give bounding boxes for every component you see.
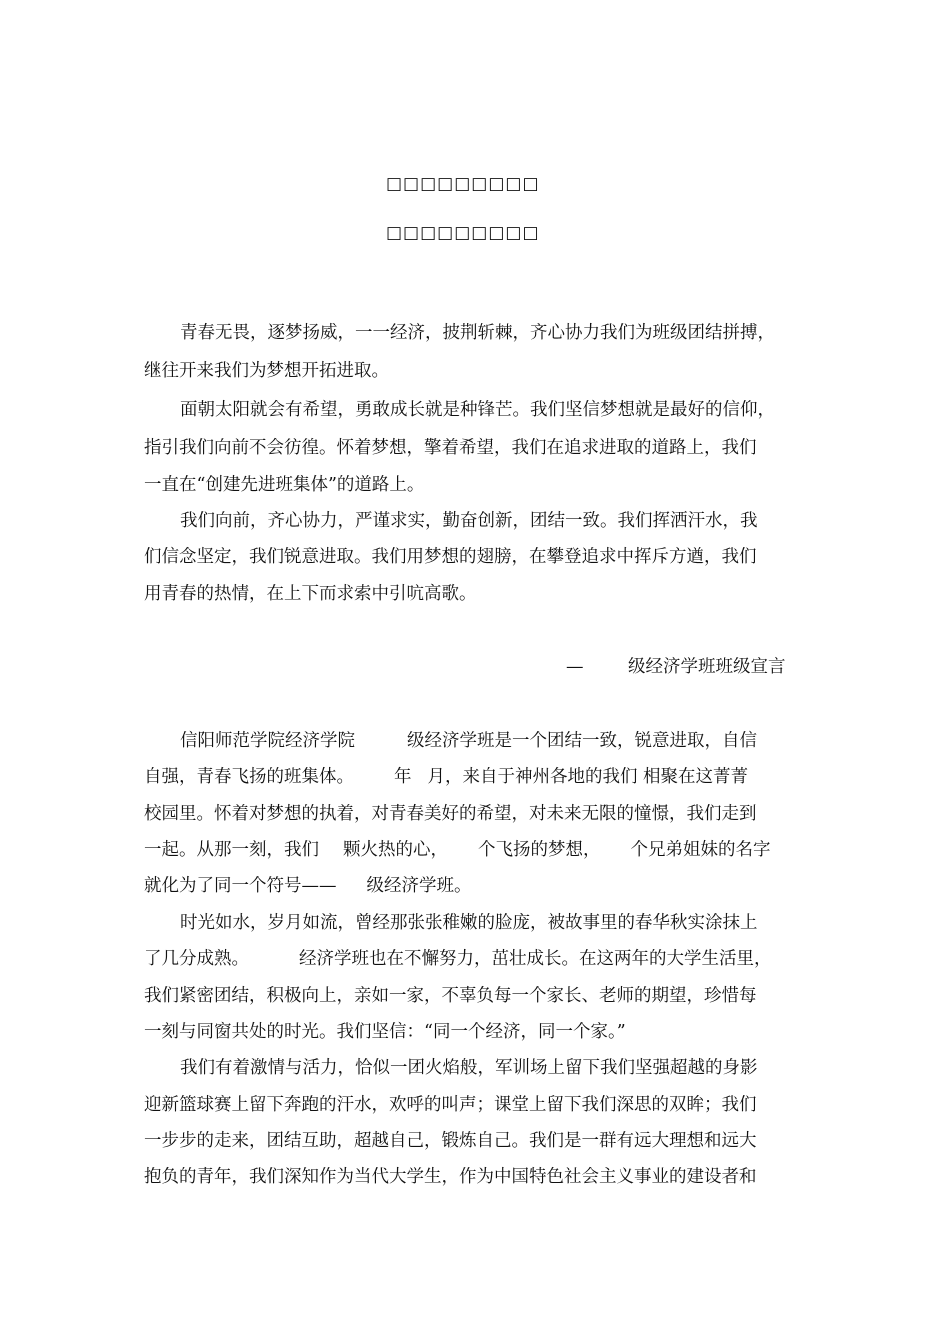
text-span: 信阳师范学院经济学院 (180, 731, 355, 751)
declaration-line: 用青春的热情，在上下而求索中引吭高歌。 (144, 584, 477, 604)
text-span: 级经济学班是一个团结一致，锐意进取，自信 (407, 731, 757, 751)
declaration-line: 一直在“创建先进班集体”的道路上。 (144, 475, 425, 495)
text-span: 级经济学班。 (366, 876, 472, 896)
intro-line: 一刻与同窗共处的时光。我们坚信：“同一个经济，同一个家。” (144, 1022, 626, 1042)
intro-line (144, 842, 771, 860)
signature-text: 级经济学班班级宣言 (628, 657, 786, 677)
text-span: 年 (394, 767, 412, 787)
intro-line: 我们紧密团结，积极向上，亲如一家，不辜负每一个家长、老师的期望，珍惜每 (144, 986, 757, 1006)
title-line-1: □□□□□□□□□ (386, 174, 540, 194)
declaration-line: 指引我们向前不会彷徨。怀着梦想，擎着希望，我们在追求进取的道路上，我们 (144, 438, 757, 458)
intro-line: 抱负的青年，我们深知作为当代大学生，作为中国特色社会主义事业的建设者和 (144, 1167, 757, 1187)
declaration-line: 继往开来我们为梦想开拓进取。 (144, 361, 389, 381)
intro-line (144, 769, 748, 787)
signature-dash: — (566, 657, 584, 677)
intro-line (144, 878, 472, 896)
declaration-line: 们信念坚定，我们锐意进取。我们用梦想的翅膀，在攀登追求中挥斥方遒，我们 (144, 547, 757, 567)
text-span: 了几分成熟。 (144, 949, 249, 969)
text-span: 颗火热的心， (343, 840, 448, 860)
text-span: 个兄弟姐妹的名字 (630, 840, 771, 860)
text-span: 就化为了同一个符号—— (144, 876, 337, 896)
title-line-2: □□□□□□□□□ (386, 223, 540, 243)
text-span: 月，来自于神州各地的我们 相聚在这菁菁 (427, 767, 749, 787)
intro-line: 迎新篮球赛上留下奔跑的汗水，欢呼的叫声；课堂上留下我们深思的双眸；我们 (144, 1095, 757, 1115)
text-span: 个飞扬的梦想， (478, 840, 601, 860)
declaration-line: 面朝太阳就会有希望，勇敢成长就是种锋芒。我们坚信梦想就是最好的信仰， (180, 400, 775, 420)
text-span: 经济学班也在不懈努力，茁壮成长。在这两年的大学生活里， (299, 949, 772, 969)
intro-line: 校园里。怀着对梦想的执着，对青春美好的希望，对未来无限的憧憬，我们走到 (144, 804, 757, 824)
declaration-line: 青春无畏，逐梦扬威，一一经济，披荆斩棘，齐心协力我们为班级团结拼搏， (180, 323, 775, 343)
text-span: 自强，青春飞扬的班集体。 (144, 767, 354, 787)
intro-line: 时光如水，岁月如流，曾经那张张稚嫩的脸庞，被故事里的春华秋实涂抹上 (180, 913, 758, 933)
declaration-line: 我们向前，齐心协力，严谨求实，勤奋创新，团结一致。我们挥洒汗水，我 (180, 511, 758, 531)
intro-line (144, 951, 772, 969)
intro-line: 一步步的走来，团结互助，超越自己，锻炼自己。我们是一群有远大理想和远大 (144, 1131, 757, 1151)
intro-line (180, 733, 757, 751)
intro-line: 我们有着激情与活力，恰似一团火焰般，军训场上留下我们坚强超越的身影 (180, 1058, 758, 1078)
text-span: 一起。从那一刻，我们 (144, 840, 319, 860)
